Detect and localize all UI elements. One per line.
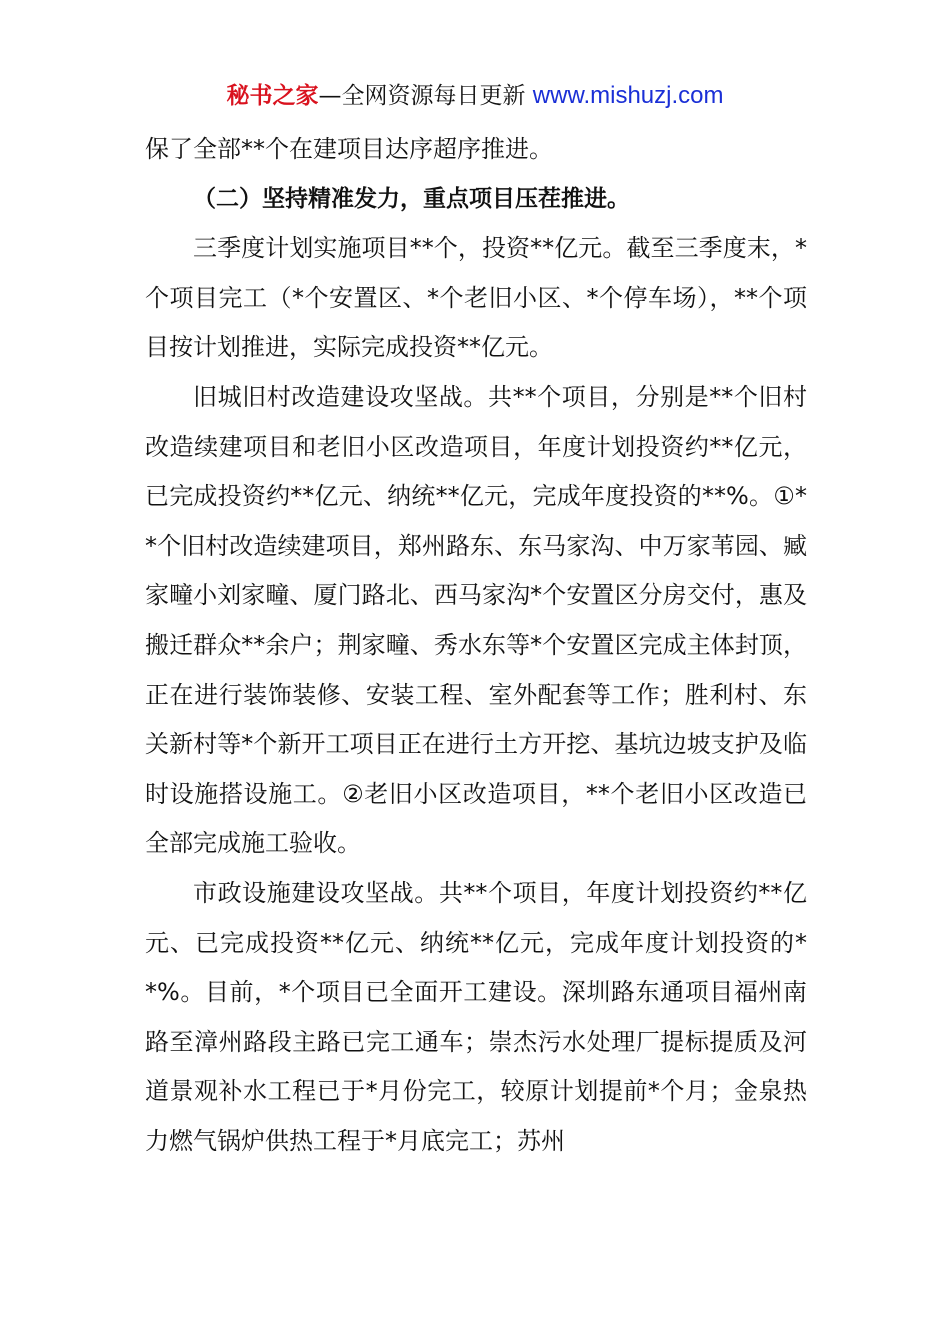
site-url-link[interactable]: www.mishuzj.com <box>532 82 724 109</box>
paragraph-overview: 三季度计划实施项目**个，投资**亿元。截至三季度末，*个项目完工（*个安置区、*个老旧小区、*个停车场），**个项目按计划推进，实际完成投资**亿元。 <box>145 234 807 362</box>
site-tagline: —全网资源每日更新 <box>318 83 533 109</box>
paragraph-municipal-facilities: 市政设施建设攻坚战。共**个项目，年度计划投资约**亿元、已完成投资**亿元、纳统**亿元，完成年度计划投资的**%。目前，*个项目已全面开工建设。深圳路东通项目福州南路至漳州路段主路已完工通车；崇杰污水处理厂提标提质及河道景观补水工程已于*月份完工，较原计划提前*个月；金泉热力燃气锅炉供热工程于*月底完工；苏州 <box>145 878 807 1155</box>
paragraph-old-city-renovation: 旧城旧村改造建设攻坚战。共**个项目，分别是**个旧村改造续建项目和老旧小区改造项目，年度计划投资约**亿元，已完成投资约**亿元、纳统**亿元，完成年度投资的**%。①**个旧村改造续建项目，郑州路东、东马家沟、中万家苇园、臧家疃小刘家疃、厦门路北、西马家沟*个安置区分房交付，惠及搬迁群众**余户；荆家疃、秀水东等*个安置区完成主体封顶，正在进行装饰装修、安装工程、室外配套等工作；胜利村、东关新村等*个新开工项目正在进行土方开挖、基坑边坡支护及临时设施搭设施工。②老旧小区改造项目，**个老旧小区改造已全部完成施工验收。 <box>145 382 807 858</box>
site-brand: 秘书之家 <box>226 83 319 109</box>
document-body <box>145 125 807 1166</box>
section-heading: （二）坚持精准发力，重点项目压茬推进。 <box>193 185 630 212</box>
site-header <box>0 78 950 114</box>
paragraph-continued: 保了全部**个在建项目达序超序推进。 <box>145 135 553 163</box>
